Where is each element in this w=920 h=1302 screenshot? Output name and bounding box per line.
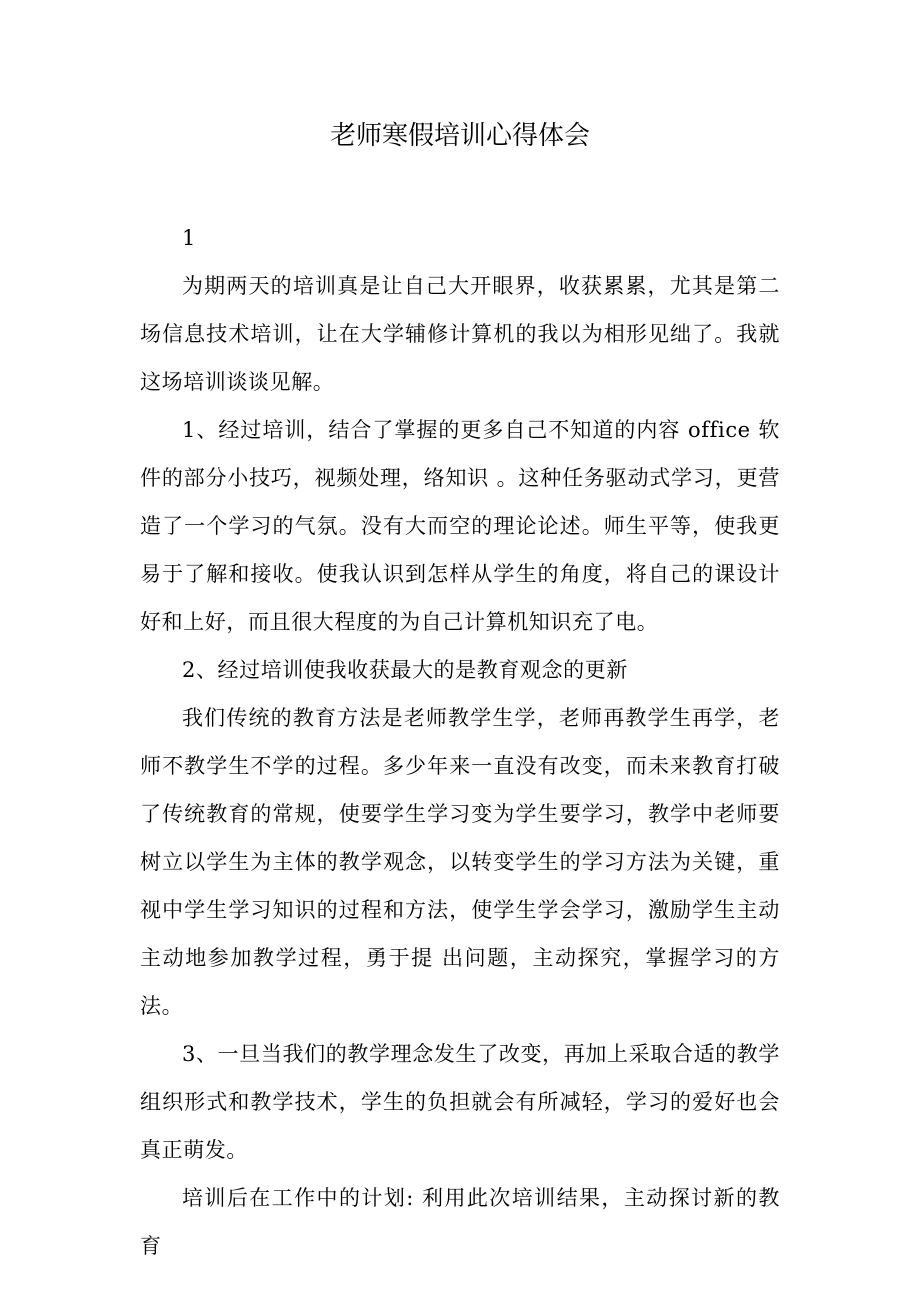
paragraph-point-2-heading: 2、经过培训使我收获最大的是教育观念的更新 <box>182 658 628 682</box>
paragraph-point-3: 3、一旦当我们的教学理念发生了改变，再加上采取合适的教学组织形式和教学技术，学生的负担就会有所减轻，学习的爱好也会真正萌发。 <box>140 1042 780 1162</box>
paragraph-plan: 培训后在工作中的计划: 利用此次培训结果，主动探讨新的教育 <box>140 1186 780 1258</box>
paragraph-point-1: 1、经过培训，结合了掌握的更多自己不知道的内容 office 软件的部分小技巧，视频处理，络知识 。这种任务驱动式学习，更营造了一个学习的气氛。没有大而空的理论论述。师生平等，使我更易于了解和接收。使我认识到怎样从学生的角度，将自己的课设计好和上好，而且很大程度的为自己计算机知识充了电。 <box>140 418 780 634</box>
document-title: 老师寒假培训心得体会 <box>329 121 590 151</box>
paragraph-point-2-body: 我们传统的教育方法是老师教学生学，老师再教学生再学，老师不教学生不学的过程。多少年来一直没有改变，而未来教育打破了传统教育的常规，使要学生学习变为学生要学习，教学中老师要树立以学生为主体的教学观念，以转变学生的学习方法为关键，重视中学生学习知识的过程和方法，使学生学会学习，激励学生主动主动地参加教学过程，勇于提 出问题，主动探究，掌握学习的方法。 <box>140 706 780 1018</box>
document-body <box>140 214 780 1270</box>
paragraph-intro: 为期两天的培训真是让自己大开眼界，收获累累，尤其是第二场信息技术培训，让在大学辅修计算机的我以为相形见绌了。我就这场培训谈谈见解。 <box>140 274 780 394</box>
section-number: 1 <box>182 226 196 250</box>
